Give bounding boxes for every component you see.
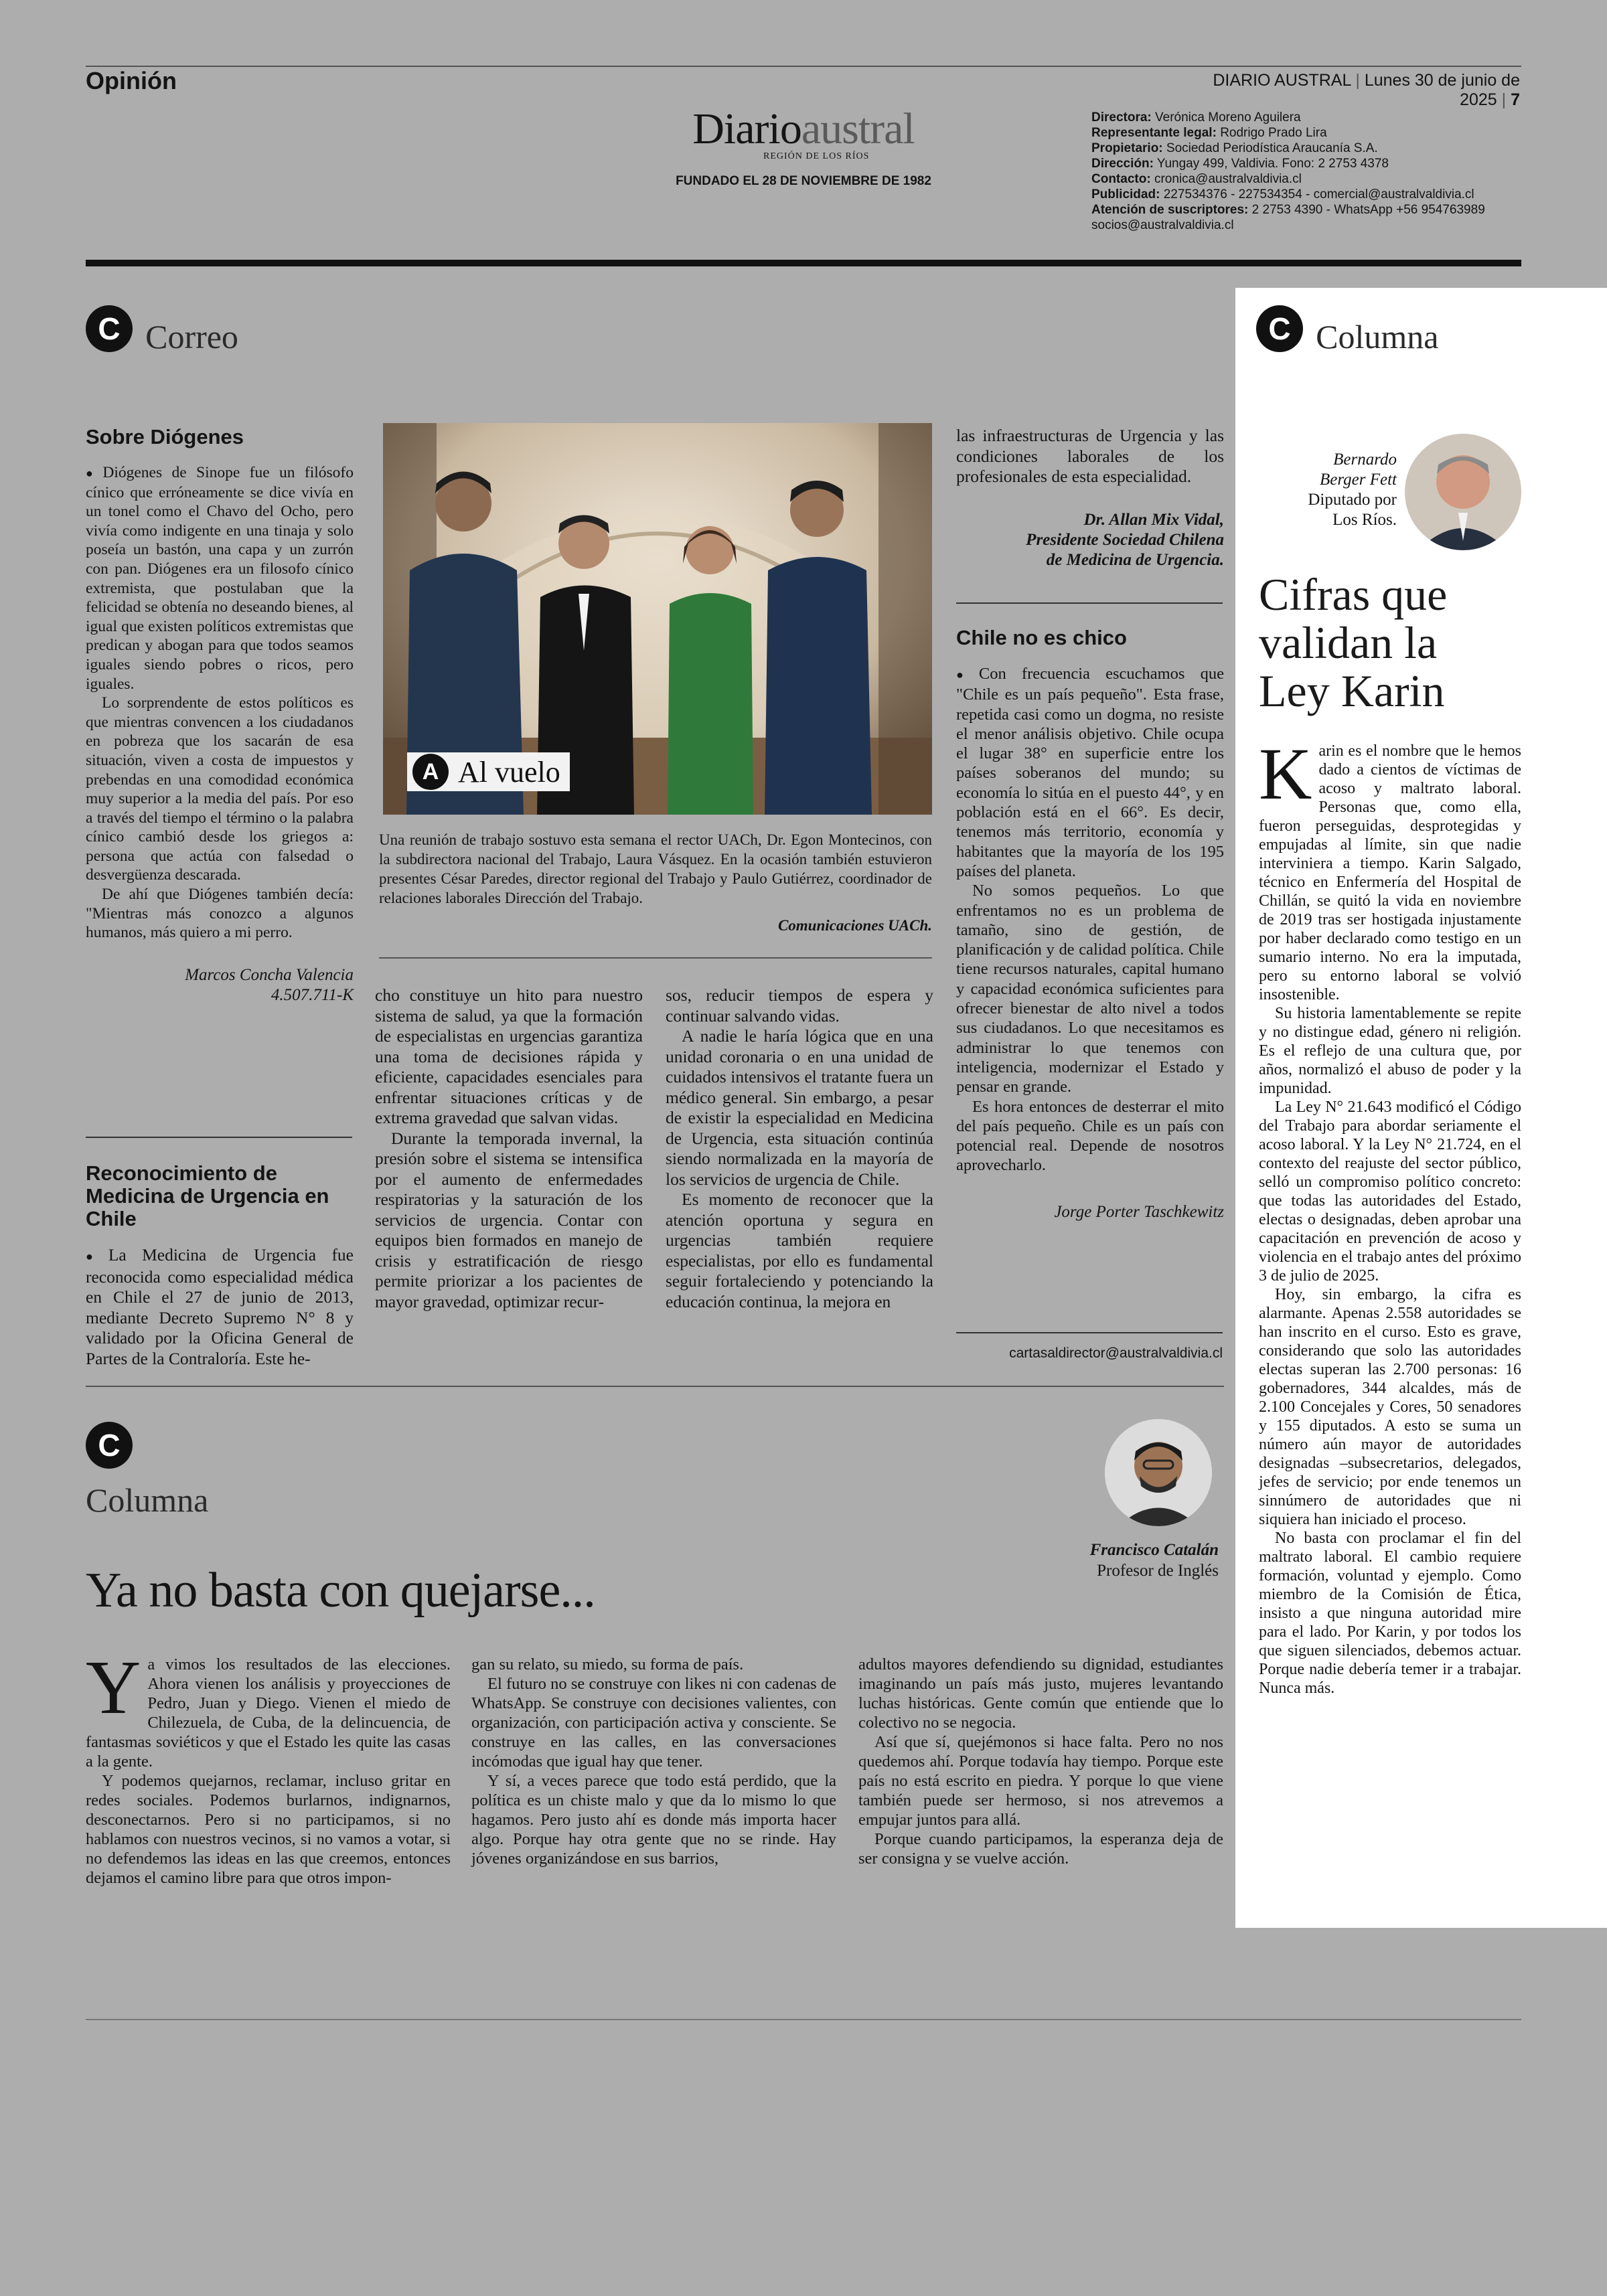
columna-left-col3 [858,1655,1223,1868]
info-advertising: Publicidad: 227534376 - 227534354 - comercial@australvaldivia.cl [1091,187,1474,201]
al-vuelo-label: Al vuelo [458,755,560,789]
letter-paragraph: las infraestructuras de Urgencia y las condiciones laborales de los profesionales de esta especialidad. [956,426,1224,486]
al-vuelo-icon: A [412,754,449,790]
letter-medicina-title-block [86,1162,354,1369]
title-line: Ley Karin [1259,665,1445,716]
drop-cap: K [1259,733,1312,815]
info-contact: Contacto: cronica@australvaldivia.cl [1091,172,1302,186]
author-role: Los Ríos. [1332,511,1397,529]
columna-left-icon-wrap [86,1422,133,1469]
columna-left-title: Ya no basta con quejarse... [86,1563,595,1618]
letter-medicina-col3 [666,985,933,1312]
author-last-name: Berger Fett [1319,471,1397,489]
paper-name: DIARIO AUSTRAL [1213,71,1351,90]
columna-right-label: Columna [1316,317,1439,355]
author-name: Francisco Catalán [1089,1541,1219,1559]
info-subscribers: Atención de suscriptores: 2 2753 4390 - WhatsApp +56 954763989 [1091,203,1485,217]
avatar-illustration [1405,434,1521,550]
drop-cap: Y [86,1645,141,1730]
letter-paragraph: A nadie le haría lógica que en una unidad coronaria o en una unidad de cuidados intensivos el tratante fuera un médico general. Sin embargo, a pesar de existir la especialidad en Medicina de Urgencia, esta situación continúa siendo normalizada en la mayoría de los servicios de urgencia de Chile. [666,1026,933,1189]
columna-right-title [1259,570,1447,715]
letter-paragraph: Durante la temporada invernal, la presión sobre el sistema se intensifica por el aumento de enfermedades respiratorias y la saturación de los servicios de urgencia. Contar con equipos bien formados en manejo de crisis y estratificación de riesgo permite priorizar a los pacientes de mayor gravedad, optimizar recur- [375,1128,643,1311]
author-photo-catalan [1105,1419,1212,1526]
letters-email[interactable]: cartasaldirector@australvaldivia.cl [1009,1345,1223,1361]
avatar-illustration [1105,1419,1212,1526]
letter-paragraph: De ahí que Diógenes también decía: "Mientras más conozco a algunos humanos, más quiero a mi perro. [86,886,354,942]
section-label: Opinión [86,67,177,94]
column-paragraph: arin es el nombre que le hemos dado a cientos de víctimas de acoso y maltrato laboral. Personas que, como ella, fueron perseguidas, desprotegidas y empujadas al límite, sin que nadie interviniera a tiempo. Karin Salgado, técnico en Enfermería del Hospital de Chillán, se quitó la vida en noviembre de 2019 tras ser hostigada injustamente por haber declarado como testigo en un sumario interno. No era la imputada, pero su entorno laboral se volvió insostenible. [1259,742,1521,1003]
correo-header [86,305,238,356]
logo-main: Diario [692,104,801,153]
letter-signature: Dr. Allan Mix Vidal, [1083,510,1224,529]
column-paragraph: No basta con proclamar el fin del maltrato laboral. El cambio requiere formación, voluntad y ejemplo. Como miembro de la Comisión de Ética, insisto a que ninguna autoridad mire para el lado. Por Karin, y por todos los que siguen silenciados, debemos actuar. Porque nadie debería temer ir a trabajar. Nunca más. [1259,1530,1521,1697]
letter-paragraph: Es momento de reconocer que la atención oportuna y segura en urgencias también requiere especialistas, por ello es fundamental seguir fortaleciendo y potenciando la educación continua, la mejora en [666,1190,933,1311]
columna-left-byline [991,1540,1219,1581]
columna-right-header [1256,305,1438,356]
columna-left-col1 [86,1645,451,1888]
info-legal-rep: Representante legal: Rodrigo Prado Lira [1091,126,1327,140]
column-paragraph: a vimos los resultados de las elecciones. Ahora vienen los análisis y proyecciones de Pedro, Juan y Diego. Vienen el miedo de Chilezuela, de Cuba, de la delincuencia, de fantasmas soviéticos y que el Estado les quite las casas a la gente. [86,1655,451,1771]
letter-paragraph: No somos pequeños. Lo que enfrentamos no es un problema de tamaño, sino de gestión, de planificación y de calidad política. Chile tiene recursos naturales, capital humano y capacidad económica suficientes para ofrecer bienestar de alto nivel a todos sus ciudadanos. Lo que necesitamos es administrar lo que tenemos con inteligencia, modernizar el Estado y pensar en grande. [956,882,1224,1096]
column-paragraph: adultos mayores defendiendo su dignidad, estudiantes imaginando un país más justo, mujeres levantando luchas históricas. Gente común que entiende que lo colectivo no se negocia. [858,1655,1223,1732]
letter-paragraph: ● Diógenes de Sinope fue un filósofo cínico que erróneamente se dice vivía en un tonel como el Chavo del Ocho, pero vivía como indigente en una tinaja y solo poseía un bastón, una capa y un zurrón con pan. Diógenes era un filosofo cínico extremista, que postulaban que la felicidad se obtenía no deseando bienes, al igual que existen políticos extremistas que predican y abogan para que todos seamos iguales siendo pobres o ricos, pero iguales. [86,463,354,693]
info-subscribers-email: socios@australvaldivia.cl [1091,218,1234,232]
letter-medicina-col2 [375,985,643,1312]
correo-icon: C [86,305,133,352]
column-paragraph: Su historia lamentablemente se repite y no distingue edad, género ni religión. Es el reflejo de una cultura que, por años, normalizó el abuso de poder y la impunidad. [1259,1005,1521,1097]
column-paragraph: gan su relato, su miedo, su forma de país. [471,1655,744,1673]
al-vuelo-tag [407,752,570,791]
columna-right-icon: C [1256,305,1303,352]
logo-sub: REGIÓN DE LOS RÍOS [763,151,870,161]
column-paragraph: Porque cuando participamos, la esperanza deja de ser consigna y se vuelve acción. [858,1830,1223,1868]
al-vuelo-photo [383,423,932,815]
letter-paragraph: cho constituye un hito para nuestro sistema de salud, ya que la formación de especialistas en urgencias garantiza una toma de decisiones rápida y eficiente, capacidades esenciales para enfrentar situaciones críticas y de extrema gravedad que salvan vidas. [375,985,643,1127]
masthead-logo [663,104,944,189]
page-number: 7 [1511,90,1520,109]
letter-title: Chile no es chico [956,626,1127,649]
date: Lunes 30 de junio de 2025 [1364,71,1520,109]
columna-right-body [1259,733,1521,1698]
founded-line: FUNDADO EL 28 DE NOVIEMBRE DE 1982 [676,174,931,188]
letter-paragraph: Es hora entonces de desterrar el mito del país pequeño. Chile es un país con potencial real. Depende de nosotros aprovecharlo. [956,1097,1224,1175]
correo-label: Correo [145,317,238,355]
al-vuelo-credit: Comunicaciones UACh. [777,917,932,934]
paper-dateline: DIARIO AUSTRAL | Lunes 30 de junio de 2025 | 7 [1213,71,1520,109]
author-role: Diputado por [1308,491,1397,509]
al-vuelo-caption: Una reunión de trabajo sostuvo esta semana el rector UACh, Dr. Egon Montecinos, con la subdirectora nacional del Trabajo, Laura Vásquez. En la ocasión también estuvieron presentes César Paredes, director regional del Trabajo y Paulo Gutiérrez, coordinador de relaciones laborales Dirección del Trabajo. [379,831,932,906]
letter-signature-role: Presidente Sociedad Chilena [1026,530,1224,549]
masthead-info [1091,110,1520,233]
info-address: Dirección: Yungay 499, Valdivia. Fono: 2 2753 4378 [1091,157,1389,171]
letter-signature-role: de Medicina de Urgencia. [1046,550,1224,569]
letter-signature-id: 4.507.711-K [271,985,354,1004]
column-paragraph: Y sí, a veces parece que todo está perdido, que la política es un chiste malo y que da lo mismo lo que hagamos. Pero justo ahí es donde más importa hacer algo. Porque hay otra gente que no se rinde. Hay jóvenes organizándose en sus barrios, [471,1772,836,1868]
letter-diogenes [86,426,354,1005]
letter-paragraph: sos, reducir tiempos de espera y continuar salvando vidas. [666,985,933,1026]
author-first-name: Bernardo [1333,450,1397,469]
column-paragraph: El futuro no se construye con likes ni con cadenas de WhatsApp. Se construye con decisiones valientes, con organización, con participación activa y consciente. Se construye en las calles, en las conversaciones incómodas que igual hay que tener. [471,1675,836,1771]
letter-paragraph: ● La Medicina de Urgencia fue reconocida como especialidad médica en Chile el 27 de junio de 2013, mediante Decreto Supremo N° 8 y validado por la Oficina General de Partes de la Contraloría. Este he- [86,1245,354,1369]
letter-signature: Marcos Concha Valencia [185,965,354,984]
letter-paragraph: Lo sorprendente de estos políticos es que mientras convencen a los ciudadanos en pobreza que los sacarán de esa situación, viven a costa de impuestos y prebendas en una comodidad económica muy superior a la media del país. Por eso a través del tiempo el término o la palabra cínico cambió desde los griegos a: persona que actúa con falsedad o desvergüenza descarada. [86,694,354,884]
logo-accent: austral [801,104,915,153]
letter-paragraph: ● Con frecuencia escuchamos que "Chile es un país pequeño". Esta frase, repetida casi como un dogma, no resiste el menor análisis objetivo. Chile ocupa el lugar 38° en superficie entre los países soberanos del mundo; su economía lo sitúa en el puesto 44°, y en población está en el 66°. Es decir, tenemos más territorio, economía y habitantes que la mayoría de los 195 países del planeta. [956,664,1224,881]
title-line: Cifras que [1259,569,1448,620]
letter-signature: Jorge Porter Taschkewitz [1054,1202,1224,1221]
letter-chile [956,627,1224,1222]
info-owner: Propietario: Sociedad Periodística Araucanía S.A. [1091,141,1378,155]
letter-medicina-col4 [956,426,1224,570]
title-line: validan la [1259,617,1438,668]
column-paragraph: Y podemos quejarnos, reclamar, incluso gritar en redes sociales. Podemos burlarnos, indignarnos, desconectarnos. Pero si no participamos, si no hablamos con nuestros vecinos, si no vamos a votar, si no defendemos las ideas en las que creemos, entonces dejamos el camino libre para que otros impon- [86,1772,451,1887]
author-photo-berger [1405,434,1521,550]
letter-title: Reconocimiento de Medicina de Urgencia en Chile [86,1161,329,1230]
column-paragraph: Así que sí, quejémonos si hace falta. Pero no nos quedemos ahí. Porque todavía hay tiempo. Porque este país no está escrito en piedra. Y porque lo que viene también puede ser hermoso, si nos atrevemos a empujar juntos para allá. [858,1733,1223,1829]
column-paragraph: Hoy, sin embargo, la cifra es alarmante. Apenas 2.558 autoridades se han inscrito en el curso. Esto es grave, considerando que solo las autoridades electas superan las 2.700 personas: 16 gobernadores, 344 alcaldes, más de 2.100 Concejales y Cores, 50 senadores y 155 diputados. A esto se suma un número aún mayor de autoridades designadas –subsecretarios, delegados, jefes de servicio; por ende tenemos un sinnúmero de autoridades que ni siquiera han iniciado el proceso. [1259,1286,1521,1528]
columna-left-label: Columna [86,1481,209,1519]
columna-right-byline [1256,450,1397,530]
info-director: Directora: Verónica Moreno Aguilera [1091,110,1301,125]
columna-left-icon: C [86,1422,133,1469]
letter-title: Sobre Diógenes [86,425,244,448]
column-paragraph: La Ley N° 21.643 modificó el Código del Trabajo para abordar seriamente el acoso laboral. Y la Ley N° 21.724, en el contexto del reajuste del sector público, selló un compromiso político concreto: que todas las autoridades del Estado, electas o designadas, deben aprobar una capacitación en prevención de acoso y violencia en el trabajo antes del próximo 3 de julio de 2025. [1259,1098,1521,1285]
author-role: Profesor de Inglés [1097,1562,1219,1580]
columna-left-col2 [471,1655,836,1868]
